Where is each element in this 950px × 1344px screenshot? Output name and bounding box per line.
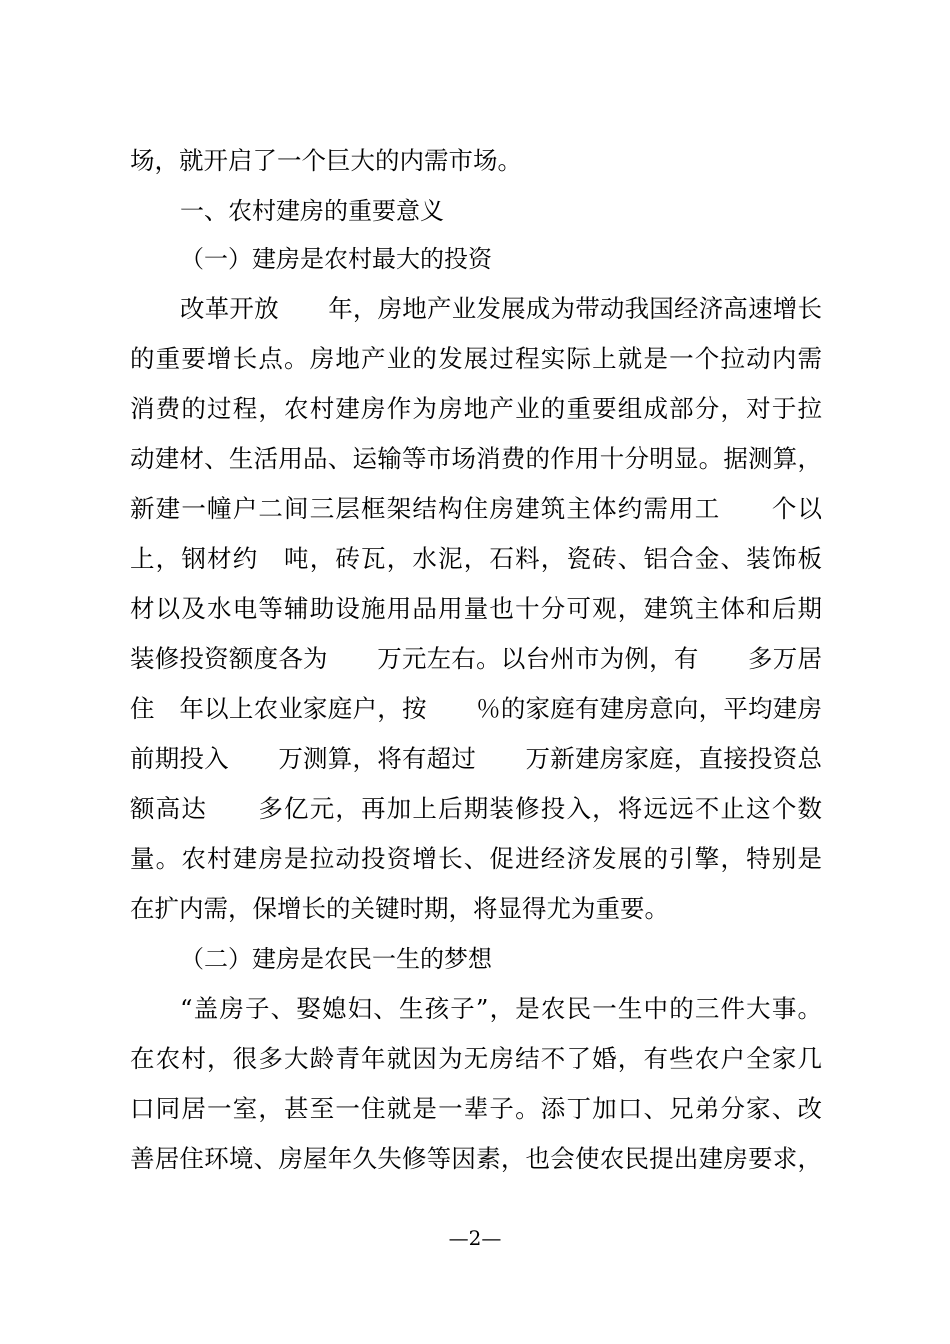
paragraph-line: 前期投入 万测算，将有超过 万新建房家庭，直接投资总 (130, 744, 822, 773)
paragraph-line: 上，钢材约 吨，砖瓦，水泥，石料，瓷砖、铝合金、装饰板 (130, 544, 822, 573)
paragraph-line: 住 年以上农业家庭户，按 ％的家庭有建房意向，平均建房 (130, 694, 822, 723)
paragraph-line: 量。农村建房是拉动投资增长、促进经济发展的引擎，特别是 (130, 844, 822, 873)
paragraph-line: 口同居一室，甚至一住就是一辈子。添丁加口、兄弟分家、改 (130, 1094, 822, 1123)
paragraph-line: 的重要增长点。房地产业的发展过程实际上就是一个拉动内需 (130, 344, 822, 373)
paragraph-line: 材以及水电等辅助设施用品用量也十分可观，建筑主体和后期 (130, 594, 822, 623)
paragraph-line: 额高达 多亿元，再加上后期装修投入，将远远不止这个数 (130, 794, 822, 823)
paragraph-line: 善居住环境、房屋年久失修等因素，也会使农民提出建房要求， (130, 1144, 822, 1173)
section-heading: 一、农村建房的重要意义 (180, 197, 444, 225)
continuation-line: 场，就开启了一个巨大的内需市场。 (130, 146, 522, 175)
paragraph-line: 装修投资额度各为 万元左右。以台州市为例，有 多万居 (130, 644, 822, 673)
subsection-heading-1: （一）建房是农村最大的投资 (180, 245, 492, 273)
paragraph-line: 新建一幢户二间三层框架结构住房建筑主体约需用工 个以 (130, 494, 822, 523)
paragraph-line: 在扩内需，保增长的关键时期，将显得尤为重要。 (130, 894, 669, 923)
paragraph-line: 在农村，很多大龄青年就因为无房结不了婚，有些农户全家几 (130, 1044, 822, 1073)
paragraph-line: “盖房子、娶媳妇、生孩子”，是农民一生中的三件大事。 (180, 994, 822, 1023)
paragraph-line: 动建材、生活用品、运输等市场消费的作用十分明显。据测算， (130, 444, 822, 473)
paragraph-line: 改革开放 年，房地产业发展成为带动我国经济高速增长 (180, 294, 822, 323)
subsection-heading-2: （二）建房是农民一生的梦想 (180, 945, 492, 973)
paragraph-line: 消费的过程，农村建房作为房地产业的重要组成部分，对于拉 (130, 394, 822, 423)
page-number: —2— (448, 1226, 502, 1250)
